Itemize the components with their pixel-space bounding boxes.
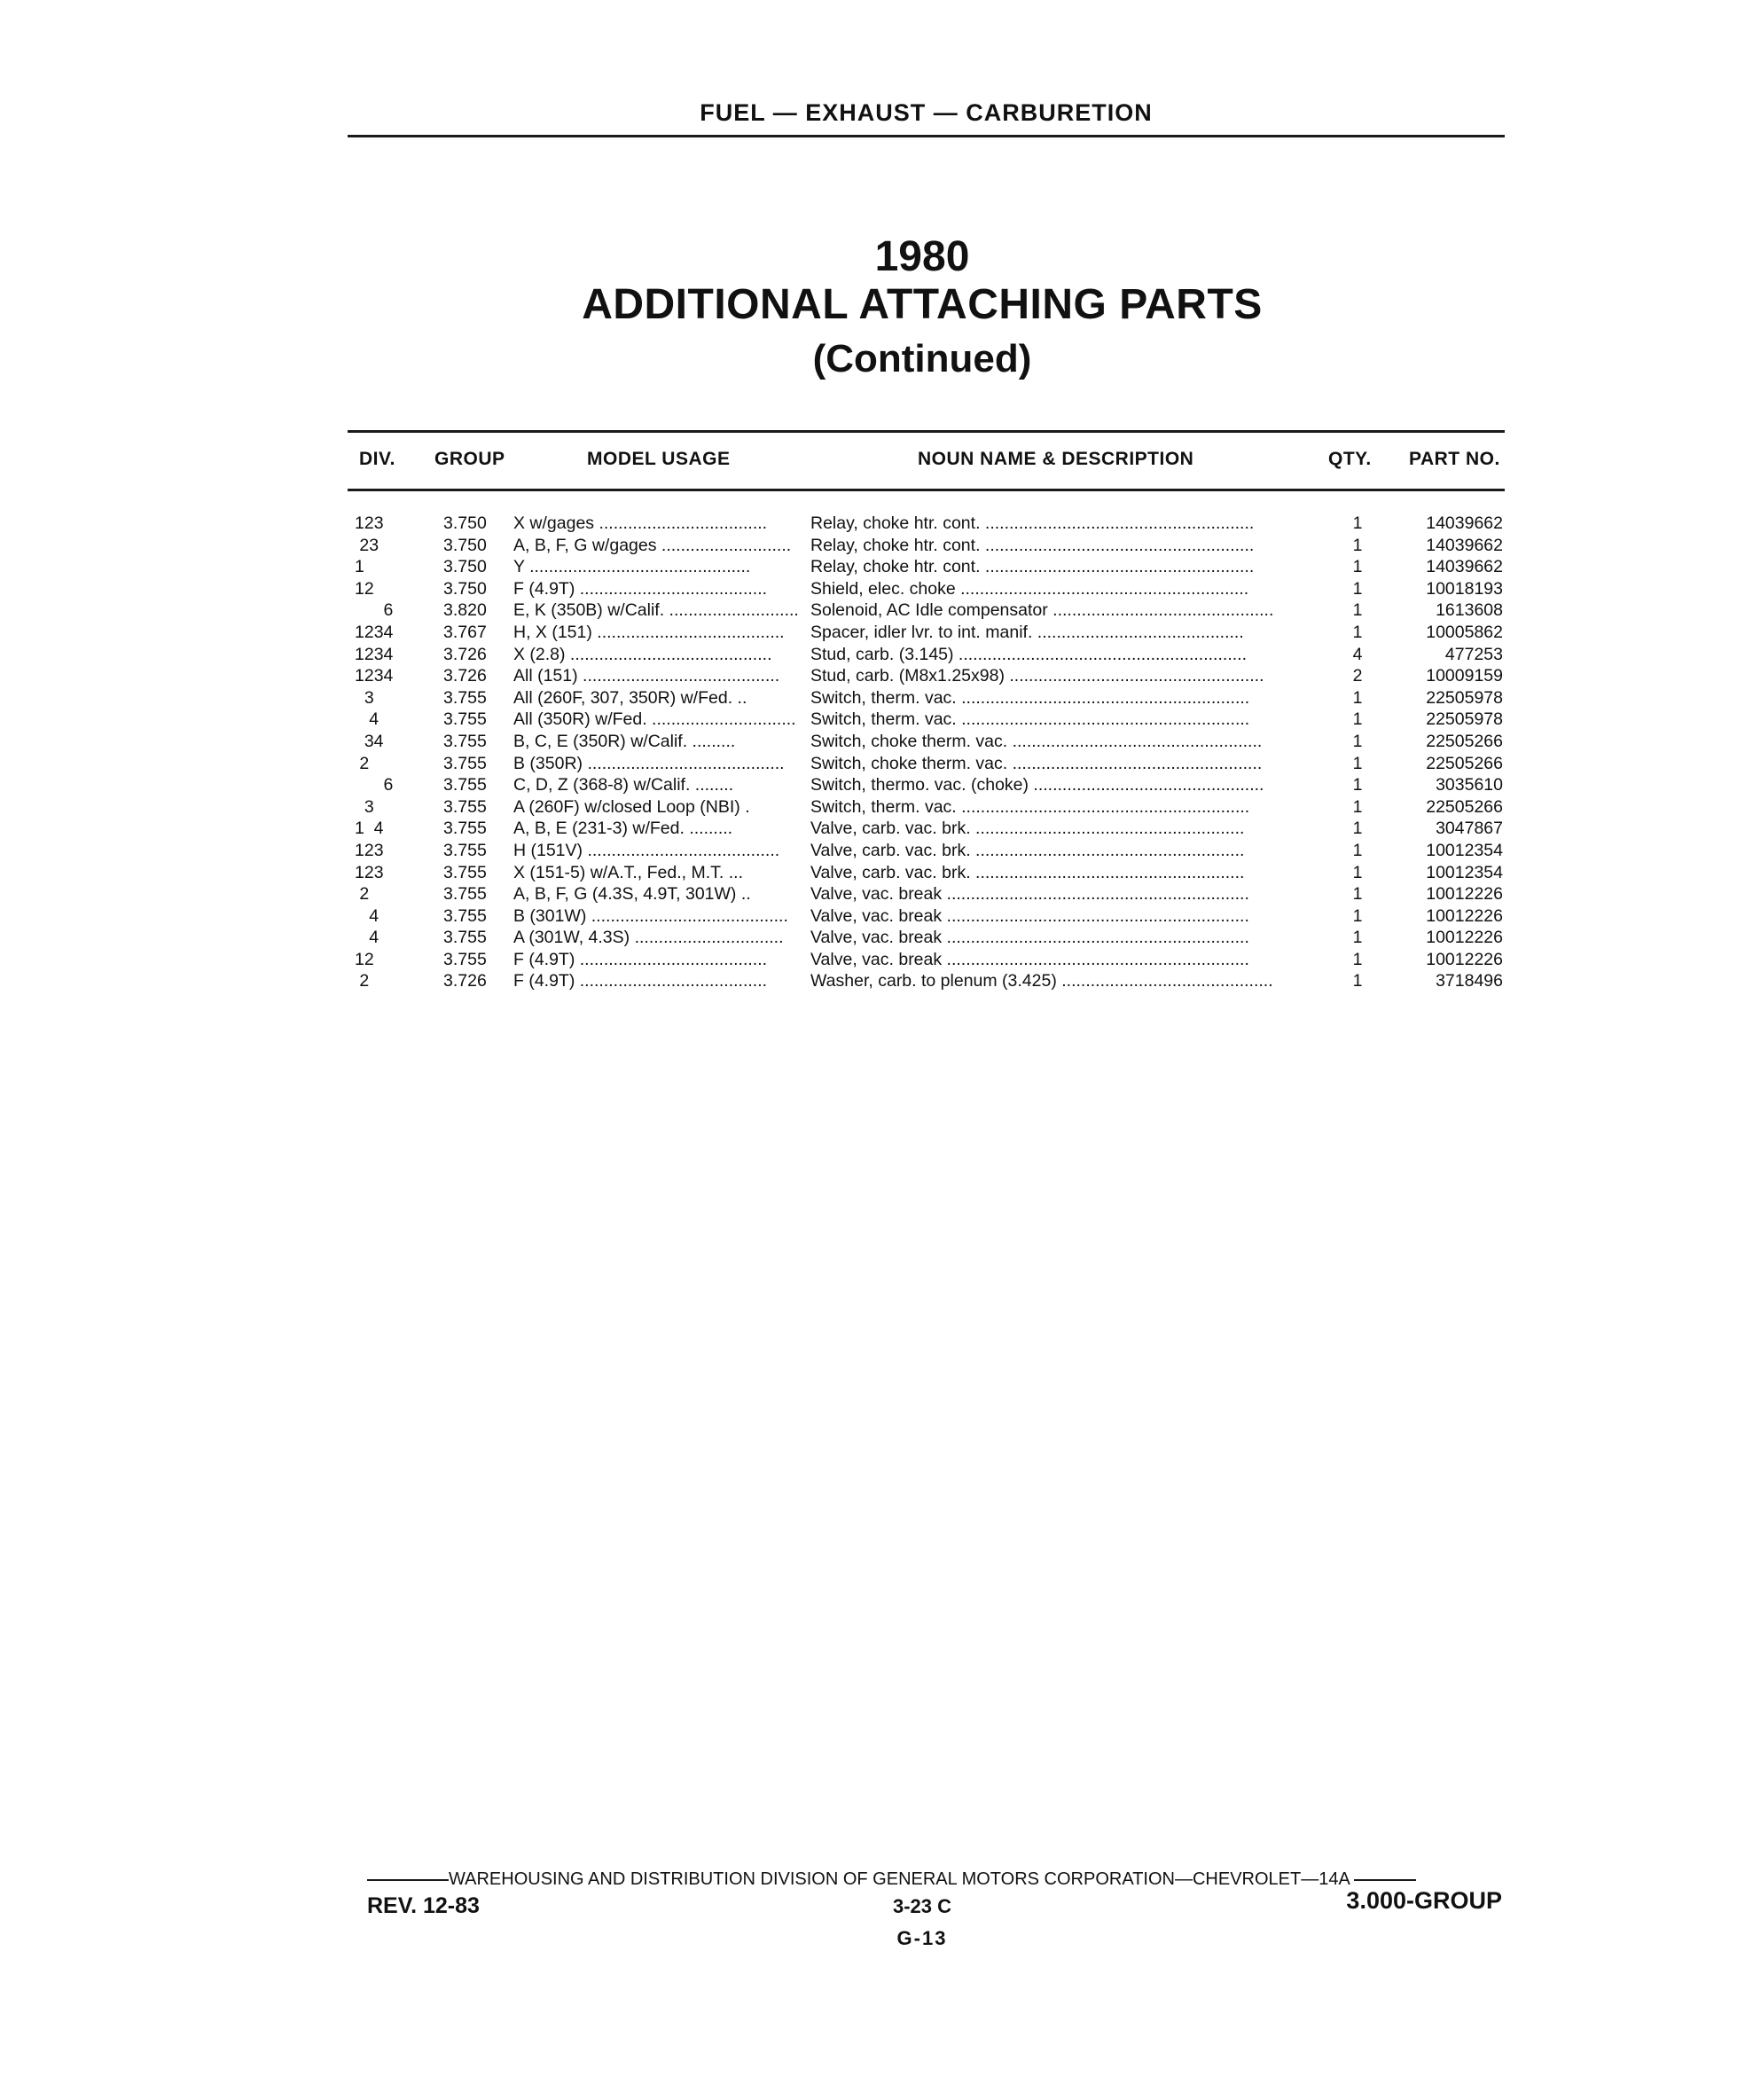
table-row xyxy=(0,578,1745,600)
row-noun-name: Valve, vac. break ............................................................... xyxy=(810,884,1249,905)
col-header-model-usage: MODEL USAGE xyxy=(587,449,731,469)
row-div: 4 xyxy=(355,905,380,926)
table-row xyxy=(0,818,1745,840)
row-group: 3.750 xyxy=(443,578,487,599)
row-group: 3.750 xyxy=(443,557,487,577)
row-model-usage: H (151V) ........................................ xyxy=(513,840,780,860)
row-noun-name: Solenoid, AC Idle compensator .............................................. xyxy=(810,600,1274,621)
table-row xyxy=(0,840,1745,862)
table-row xyxy=(0,883,1745,905)
footer-code: G-13 xyxy=(896,1927,948,1949)
col-header-group: GROUP xyxy=(434,449,505,469)
row-noun-name: Switch, therm. vac. ............................................................ xyxy=(810,687,1250,708)
table-row xyxy=(0,644,1745,666)
row-qty: 1 xyxy=(1352,862,1363,882)
row-div: 123 xyxy=(355,862,384,882)
title-main: ADDITIONAL ATTACHING PARTS xyxy=(582,281,1263,328)
row-group: 3.820 xyxy=(443,600,487,621)
row-part-no: 22505266 xyxy=(1426,753,1503,773)
row-qty: 1 xyxy=(1352,753,1363,773)
row-div: 12 xyxy=(355,578,374,599)
row-noun-name: Valve, carb. vac. brk. ........................................................ xyxy=(810,862,1245,882)
row-qty: 1 xyxy=(1352,775,1363,795)
row-noun-name: Switch, therm. vac. ............................................................ xyxy=(810,796,1250,817)
row-part-no: 3035610 xyxy=(1436,775,1503,795)
table-row xyxy=(0,709,1745,731)
row-noun-name: Relay, choke htr. cont. ........................................................ xyxy=(810,557,1255,577)
row-model-usage: All (350R) w/Fed. .............................. xyxy=(513,709,796,730)
row-noun-name: Switch, choke therm. vac. .................................................... xyxy=(810,731,1263,751)
title-continued: (Continued) xyxy=(812,337,1032,380)
row-qty: 1 xyxy=(1352,819,1363,839)
table-header-rule xyxy=(348,489,1505,491)
footer-dash-right xyxy=(1354,1879,1416,1881)
row-model-usage: A, B, E (231-3) w/Fed. ......... xyxy=(513,819,733,839)
row-noun-name: Valve, carb. vac. brk. ........................................................ xyxy=(810,819,1245,839)
row-noun-name: Switch, thermo. vac. (choke) ................................................ xyxy=(810,775,1264,795)
row-noun-name: Stud, carb. (M8x1.25x98) ..................................................... xyxy=(810,666,1264,686)
row-model-usage: Y .............................................. xyxy=(513,557,751,577)
row-div: 23 xyxy=(355,535,380,555)
row-group: 3.755 xyxy=(443,928,487,948)
row-noun-name: Washer, carb. to plenum (3.425) ............................................ xyxy=(810,971,1273,991)
row-model-usage: A (301W, 4.3S) ............................... xyxy=(513,928,784,948)
row-div: 2 xyxy=(355,884,370,905)
row-qty: 1 xyxy=(1352,600,1363,621)
row-group: 3.750 xyxy=(443,535,487,555)
row-div: 1234 xyxy=(355,622,394,642)
row-part-no: 477253 xyxy=(1444,644,1503,664)
row-model-usage: F (4.9T) ....................................... xyxy=(513,578,768,599)
row-noun-name: Valve, carb. vac. brk. ........................................................ xyxy=(810,840,1245,860)
row-div: 123 xyxy=(355,513,384,533)
footer-dash-left xyxy=(367,1879,449,1881)
row-model-usage: All (260F, 307, 350R) w/Fed. .. xyxy=(513,687,747,708)
row-part-no: 22505978 xyxy=(1426,709,1503,730)
row-part-no: 10012354 xyxy=(1426,862,1503,882)
row-qty: 1 xyxy=(1352,840,1363,860)
row-model-usage: F (4.9T) ....................................... xyxy=(513,971,768,991)
row-model-usage: E, K (350B) w/Calif. ........................... xyxy=(513,600,799,621)
table-row xyxy=(0,753,1745,775)
row-div: 3 xyxy=(355,796,374,817)
row-noun-name: Switch, choke therm. vac. .................................................... xyxy=(810,753,1263,773)
row-div: 123 xyxy=(355,840,384,860)
row-model-usage: All (151) ......................................... xyxy=(513,666,780,686)
row-noun-name: Shield, elec. choke ............................................................ xyxy=(810,578,1249,599)
row-qty: 1 xyxy=(1352,928,1363,948)
row-noun-name: Relay, choke htr. cont. ........................................................ xyxy=(810,535,1255,555)
row-part-no: 10012226 xyxy=(1426,949,1503,969)
row-qty: 1 xyxy=(1352,578,1363,599)
row-part-no: 10005862 xyxy=(1426,622,1503,642)
table-row xyxy=(0,622,1745,644)
row-group: 3.755 xyxy=(443,709,487,730)
row-noun-name: Stud, carb. (3.145) ............................................................ xyxy=(810,644,1247,664)
row-div: 34 xyxy=(355,731,384,751)
row-qty: 1 xyxy=(1352,949,1363,969)
row-model-usage: B, C, E (350R) w/Calif. ......... xyxy=(513,731,736,751)
row-div: 4 xyxy=(355,928,380,948)
table-row xyxy=(0,949,1745,971)
row-part-no: 10012354 xyxy=(1426,840,1503,860)
row-div: 1 4 xyxy=(355,819,384,839)
row-model-usage: B (301W) ......................................... xyxy=(513,905,788,926)
table-row xyxy=(0,796,1745,819)
row-group: 3.755 xyxy=(443,884,487,905)
table-row xyxy=(0,599,1745,622)
footer-page-number: 3-23 C xyxy=(892,1895,952,1917)
row-part-no: 14039662 xyxy=(1426,557,1503,577)
row-qty: 1 xyxy=(1352,796,1363,817)
row-part-no: 3047867 xyxy=(1436,819,1503,839)
section-header xyxy=(348,99,1505,137)
row-model-usage: X (2.8) .......................................... xyxy=(513,644,772,664)
row-model-usage: A (260F) w/closed Loop (NBI) . xyxy=(513,796,750,817)
row-div: 1234 xyxy=(355,644,394,664)
row-noun-name: Relay, choke htr. cont. ........................................................ xyxy=(810,513,1255,533)
row-part-no: 10009159 xyxy=(1426,666,1503,686)
row-group: 3.755 xyxy=(443,731,487,751)
table-row xyxy=(0,665,1745,687)
section-title: FUEL — EXHAUST — CARBURETION xyxy=(700,99,1153,126)
row-part-no: 10012226 xyxy=(1426,928,1503,948)
row-part-no: 14039662 xyxy=(1426,513,1503,533)
table-top-rule xyxy=(348,430,1505,433)
row-group: 3.755 xyxy=(443,753,487,773)
row-noun-name: Spacer, idler lvr. to int. manif. ........................................... xyxy=(810,622,1244,642)
row-model-usage: H, X (151) ....................................... xyxy=(513,622,785,642)
row-qty: 1 xyxy=(1352,731,1363,751)
row-qty: 1 xyxy=(1352,709,1363,730)
row-div: 6 xyxy=(355,775,394,795)
row-noun-name: Valve, vac. break ............................................................... xyxy=(810,928,1249,948)
row-part-no: 22505266 xyxy=(1426,731,1503,751)
table-row xyxy=(0,535,1745,557)
row-group: 3.726 xyxy=(443,971,487,991)
row-part-no: 3718496 xyxy=(1436,971,1503,991)
row-div: 1234 xyxy=(355,666,394,686)
row-model-usage: B (350R) ......................................... xyxy=(513,753,785,773)
col-header-div: DIV. xyxy=(359,449,395,469)
row-div: 1 xyxy=(355,557,364,577)
row-group: 3.755 xyxy=(443,949,487,969)
table-row xyxy=(0,513,1745,535)
row-qty: 1 xyxy=(1352,971,1363,991)
row-part-no: 14039662 xyxy=(1426,535,1503,555)
footer-revision: REV. 12-83 xyxy=(367,1893,480,1918)
table-row xyxy=(0,927,1745,949)
row-noun-name: Switch, therm. vac. ............................................................ xyxy=(810,709,1250,730)
row-group: 3.755 xyxy=(443,796,487,817)
footer-publisher-line xyxy=(367,1869,1503,1892)
row-group: 3.755 xyxy=(443,840,487,860)
row-qty: 1 xyxy=(1352,622,1363,642)
row-part-no: 10018193 xyxy=(1426,578,1503,599)
row-part-no: 10012226 xyxy=(1426,905,1503,926)
row-noun-name: Valve, vac. break ............................................................... xyxy=(810,949,1249,969)
table-row xyxy=(0,731,1745,753)
col-header-noun-name: NOUN NAME & DESCRIPTION xyxy=(918,449,1194,469)
row-model-usage: A, B, F, G w/gages ........................... xyxy=(513,535,792,555)
row-model-usage: C, D, Z (368-8) w/Calif. ........ xyxy=(513,775,734,795)
table-row xyxy=(0,556,1745,578)
row-group: 3.755 xyxy=(443,687,487,708)
row-group: 3.755 xyxy=(443,775,487,795)
row-qty: 1 xyxy=(1352,905,1363,926)
row-group: 3.767 xyxy=(443,622,487,642)
row-div: 4 xyxy=(355,709,380,730)
row-part-no: 22505266 xyxy=(1426,796,1503,817)
row-qty: 4 xyxy=(1352,644,1363,664)
col-header-qty: QTY. xyxy=(1328,449,1372,469)
row-model-usage: X (151-5) w/A.T., Fed., M.T. ... xyxy=(513,862,743,882)
row-div: 2 xyxy=(355,753,370,773)
row-group: 3.726 xyxy=(443,666,487,686)
row-div: 2 xyxy=(355,971,370,991)
row-part-no: 10012226 xyxy=(1426,884,1503,905)
table-row xyxy=(0,862,1745,884)
row-model-usage: F (4.9T) ....................................... xyxy=(513,949,768,969)
row-div: 3 xyxy=(355,687,374,708)
footer-publisher: WAREHOUSING AND DISTRIBUTION DIVISION OF GENERAL MOTORS CORPORATION—CHEVROLET—14A xyxy=(449,1869,1350,1889)
table-row xyxy=(0,970,1745,992)
table-row xyxy=(0,687,1745,709)
row-qty: 1 xyxy=(1352,513,1363,533)
row-model-usage: A, B, F, G (4.3S, 4.9T, 301W) .. xyxy=(513,884,751,905)
col-header-part-no: PART NO. xyxy=(1409,449,1500,469)
row-qty: 1 xyxy=(1352,557,1363,577)
table-row xyxy=(0,774,1745,796)
row-part-no: 1613608 xyxy=(1436,600,1503,621)
parts-table xyxy=(0,513,1745,992)
footer-group: 3.000-GROUP xyxy=(1346,1887,1502,1914)
row-group: 3.755 xyxy=(443,905,487,926)
row-noun-name: Valve, vac. break ............................................................... xyxy=(810,905,1249,926)
table-row xyxy=(0,905,1745,928)
row-group: 3.726 xyxy=(443,644,487,664)
title-year: 1980 xyxy=(874,233,970,280)
row-group: 3.755 xyxy=(443,862,487,882)
row-group: 3.755 xyxy=(443,819,487,839)
row-model-usage: X w/gages ................................... xyxy=(513,513,768,533)
row-qty: 2 xyxy=(1352,666,1363,686)
row-div: 12 xyxy=(355,949,374,969)
row-qty: 1 xyxy=(1352,884,1363,905)
row-qty: 1 xyxy=(1352,687,1363,708)
row-part-no: 22505978 xyxy=(1426,687,1503,708)
row-div: 6 xyxy=(355,600,394,621)
row-qty: 1 xyxy=(1352,535,1363,555)
row-group: 3.750 xyxy=(443,513,487,533)
